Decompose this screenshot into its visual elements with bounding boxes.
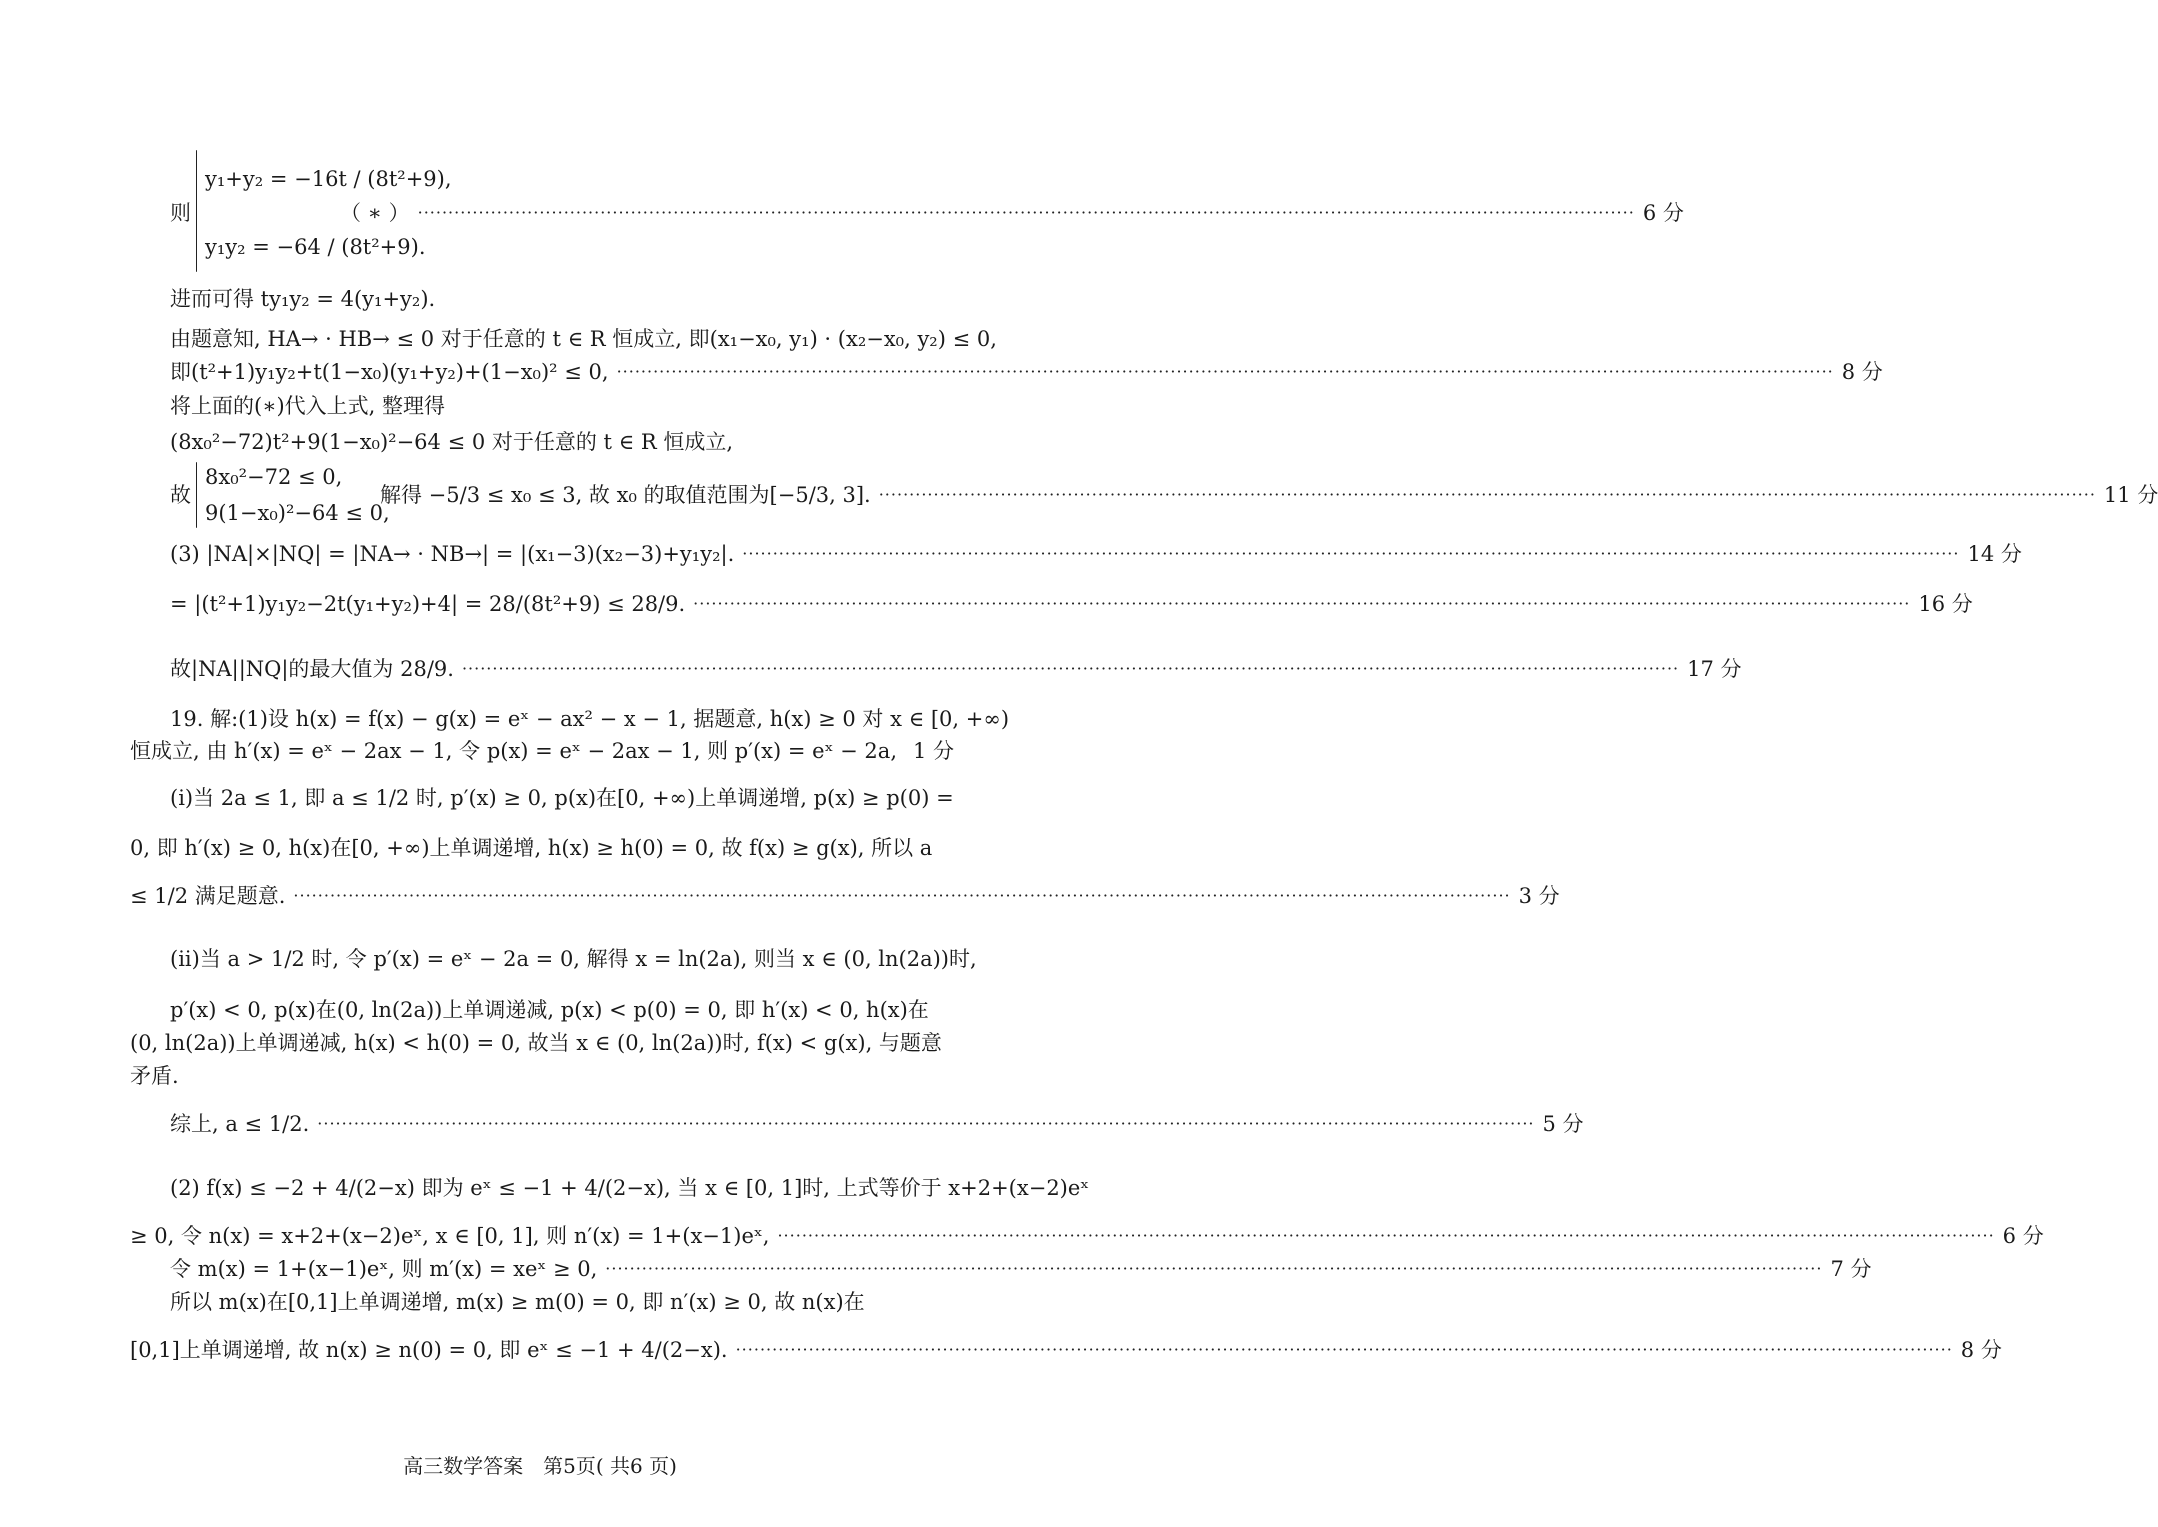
line-text: ≥ 0, 令 n(x) = x+2+(x−2)eˣ, x ∈ [0, 1], 则 n′(x) = 1+(x−1)eˣ,: [130, 1224, 770, 1248]
score-mark: 6 分: [1642, 201, 1684, 225]
score-mark: 11 分: [2103, 483, 2158, 507]
solution-line: [340, 199, 1684, 227]
solution-line: [170, 358, 1883, 386]
score-mark: 6 分: [2002, 1224, 2044, 1248]
line-text: 故|NA||NQ|的最大值为 28/9.: [170, 657, 454, 681]
solution-line: (ii)当 a > 1/2 时, 令 p′(x) = eˣ − 2a = 0, 解得 x = ln(2a), 则当 x ∈ (0, ln(2a))时,: [170, 947, 977, 971]
score-mark: 16 分: [1918, 592, 1973, 616]
solution-line: 0, 即 h′(x) ≥ 0, h(x)在[0, +∞)上单调递增, h(x) ≥ h(0) = 0, 故 f(x) ≥ g(x), 所以 a: [130, 836, 933, 860]
solution-line: (8x₀²−72)t²+9(1−x₀)²−64 ≤ 0 对于任意的 t ∈ R 恒成立,: [170, 430, 734, 454]
solution-line: (i)当 2a ≤ 1, 即 a ≤ 1/2 时, p′(x) ≥ 0, p(x)在[0, +∞)上单调递增, p(x) ≥ p(0) =: [170, 786, 954, 810]
solution-line: (0, ln(2a))上单调递减, h(x) < h(0) = 0, 故当 x ∈ (0, ln(2a))时, f(x) < g(x), 与题意: [130, 1031, 942, 1055]
dot-leader: ········································································································································································································: [878, 485, 2096, 504]
solution-line: [170, 590, 1973, 618]
solution-line: [130, 1336, 2002, 1364]
dot-leader: ········································································································································································································: [693, 594, 1911, 613]
score-mark: 3 分: [1518, 884, 1560, 908]
line-text: （ ∗ ）: [340, 201, 410, 225]
solution-line: y₁y₂ = −64 / (8t²+9).: [205, 235, 426, 259]
solution-line: (2) f(x) ≤ −2 + 4/(2−x) 即为 eˣ ≤ −1 + 4/(2−x), 当 x ∈ [0, 1]时, 上式等价于 x+2+(x−2)eˣ: [170, 1176, 1090, 1200]
solution-line: 故: [170, 483, 191, 507]
solution-line: [170, 655, 1742, 683]
line-text: ≤ 1/2 满足题意.: [130, 884, 286, 908]
score-mark: 8 分: [1841, 360, 1883, 384]
solution-line: 8x₀²−72 ≤ 0,: [205, 465, 343, 489]
solution-line: y₁+y₂ = −16t / (8t²+9),: [205, 167, 452, 191]
solution-line: 进而可得 ty₁y₂ = 4(y₁+y₂).: [170, 287, 436, 311]
solution-line: 19. 解:(1)设 h(x) = f(x) − g(x) = eˣ − ax² − x − 1, 据题意, h(x) ≥ 0 对 x ∈ [0, +∞): [170, 707, 1010, 731]
page-footer: 高三数学答案 第5页( 共6 页): [403, 1454, 677, 1478]
dot-leader: ········································································································································································································: [777, 1226, 1995, 1245]
score-mark: 1 分: [913, 739, 955, 763]
score-mark: 7 分: [1830, 1257, 1872, 1281]
solution-line: [130, 1222, 2044, 1250]
score-mark: 17 分: [1687, 657, 1742, 681]
system-brace-2: [196, 462, 197, 528]
line-text: 解得 −5/3 ≤ x₀ ≤ 3, 故 x₀ 的取值范围为[−5/3, 3].: [380, 483, 871, 507]
dot-leader: ········································································································································································································: [293, 886, 1511, 905]
solution-line: [380, 481, 2158, 509]
dot-leader: ········································································································································································································: [742, 544, 1960, 563]
dot-leader: ········································································································································································································: [605, 1259, 1823, 1278]
score-mark: 14 分: [1967, 542, 2022, 566]
dot-leader: ········································································································································································································: [417, 203, 1635, 222]
line-text: (3) |NA|×|NQ| = |NA→ · NB→| = |(x₁−3)(x₂−3)+y₁y₂|.: [170, 542, 735, 566]
dot-leader: ········································································································································································································: [616, 362, 1834, 381]
line-text: [0,1]上单调递增, 故 n(x) ≥ n(0) = 0, 即 eˣ ≤ −1 + 4/(2−x).: [130, 1338, 728, 1362]
solution-line: 将上面的(∗)代入上式, 整理得: [170, 394, 446, 418]
solution-line: [130, 882, 1560, 910]
line-text: 令 m(x) = 1+(x−1)eˣ, 则 m′(x) = xeˣ ≥ 0,: [170, 1257, 598, 1281]
line-text: 恒成立, 由 h′(x) = eˣ − 2ax − 1, 令 p(x) = eˣ − 2ax − 1, 则 p′(x) = eˣ − 2a,: [130, 739, 897, 763]
solution-line: [170, 1255, 1872, 1283]
solution-line: [170, 540, 2022, 568]
score-mark: 5 分: [1542, 1112, 1584, 1136]
system-brace-1: [196, 150, 197, 272]
dot-leader: ········································································································································································································: [317, 1114, 1535, 1133]
line-text: = |(t²+1)y₁y₂−2t(y₁+y₂)+4| = 28/(8t²+9) ≤ 28/9.: [170, 592, 686, 616]
solution-line: [170, 1110, 1584, 1138]
solution-line: [130, 737, 954, 765]
dot-leader: ········································································································································································································: [461, 659, 1680, 678]
solution-line: 9(1−x₀)²−64 ≤ 0,: [205, 501, 390, 525]
dot-leader: ········································································································································································································: [735, 1340, 1953, 1359]
score-mark: 8 分: [1960, 1338, 2002, 1362]
solution-line: 矛盾.: [130, 1064, 179, 1088]
solution-line: p′(x) < 0, p(x)在(0, ln(2a))上单调递减, p(x) < p(0) = 0, 即 h′(x) < 0, h(x)在: [170, 998, 929, 1022]
solution-line: 由题意知, HA→ · HB→ ≤ 0 对于任意的 t ∈ R 恒成立, 即(x₁−x₀, y₁) · (x₂−x₀, y₂) ≤ 0,: [170, 327, 997, 351]
line-text: 即(t²+1)y₁y₂+t(1−x₀)(y₁+y₂)+(1−x₀)² ≤ 0,: [170, 360, 609, 384]
line-text: 综上, a ≤ 1/2.: [170, 1112, 310, 1136]
solution-line: 则: [170, 201, 191, 225]
solution-line: 所以 m(x)在[0,1]上单调递增, m(x) ≥ m(0) = 0, 即 n′(x) ≥ 0, 故 n(x)在: [170, 1290, 865, 1314]
